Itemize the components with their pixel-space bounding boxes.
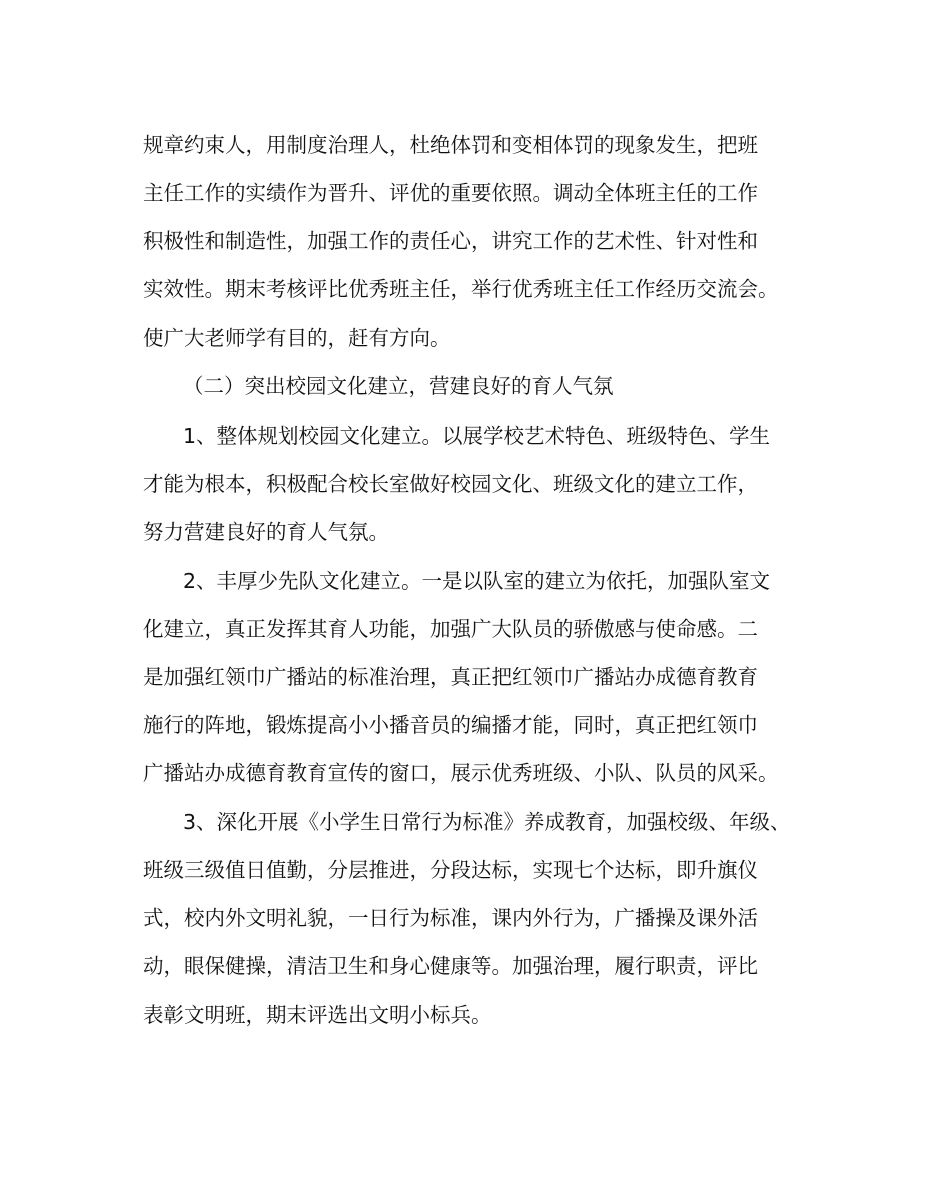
text-line: 化建立，真正发挥其育人功能，加强广大队员的骄傲感与使命感。二 — [143, 617, 758, 641]
paragraph-first-line: 2、丰厚少先队文化建立。一是以队室的建立为依托，加强队室文 — [183, 569, 771, 593]
paragraph-first-line: 3、深化开展《小学生日常行为标准》养成教育，加强校级、年级、 — [183, 810, 791, 834]
text-line: 动，眼保健操，清洁卫生和身心健康等。加强治理，履行职责，评比 — [143, 954, 758, 978]
text-line: 表彰文明班，期末评选出文明小标兵。 — [143, 1003, 492, 1027]
section-heading: （二）突出校园文化建立，营建良好的育人气氛 — [183, 374, 614, 398]
text-line: 努力营建良好的育人气氛。 — [143, 520, 389, 544]
text-line: 广播站办成德育教育宣传的窗口，展示优秀班级、小队、队员的风采。 — [143, 761, 779, 785]
text-line: 施行的阵地，锻炼提高小小播音员的编播才能，同时，真正把红领巾 — [143, 713, 758, 737]
text-line: 主任工作的实绩作为晋升、评优的重要依照。调动全体班主任的工作 — [143, 181, 758, 205]
text-line: 使广大老师学有目的，赶有方向。 — [143, 326, 451, 350]
text-line: 班级三级值日值勤，分层推进，分段达标，实现七个达标，即升旗仪 — [143, 858, 758, 882]
text-line: 实效性。期末考核评比优秀班主任，举行优秀班主任工作经历交流会。 — [143, 277, 779, 301]
text-line: 积极性和制造性，加强工作的责任心，讲究工作的艺术性、针对性和 — [143, 229, 758, 253]
paragraph-first-line: 1、整体规划校园文化建立。以展学校艺术特色、班级特色、学生 — [183, 424, 771, 448]
text-line: 是加强红领巾广播站的标准治理，真正把红领巾广播站办成德育教育 — [143, 665, 758, 689]
text-line: 式，校内外文明礼貌，一日行为标准，课内外行为，广播操及课外活 — [143, 906, 758, 930]
text-line: 才能为根本，积极配合校长室做好校园文化、班级文化的建立工作， — [143, 472, 758, 496]
text-line: 规章约束人，用制度治理人，杜绝体罚和变相体罚的现象发生，把班 — [143, 133, 758, 157]
